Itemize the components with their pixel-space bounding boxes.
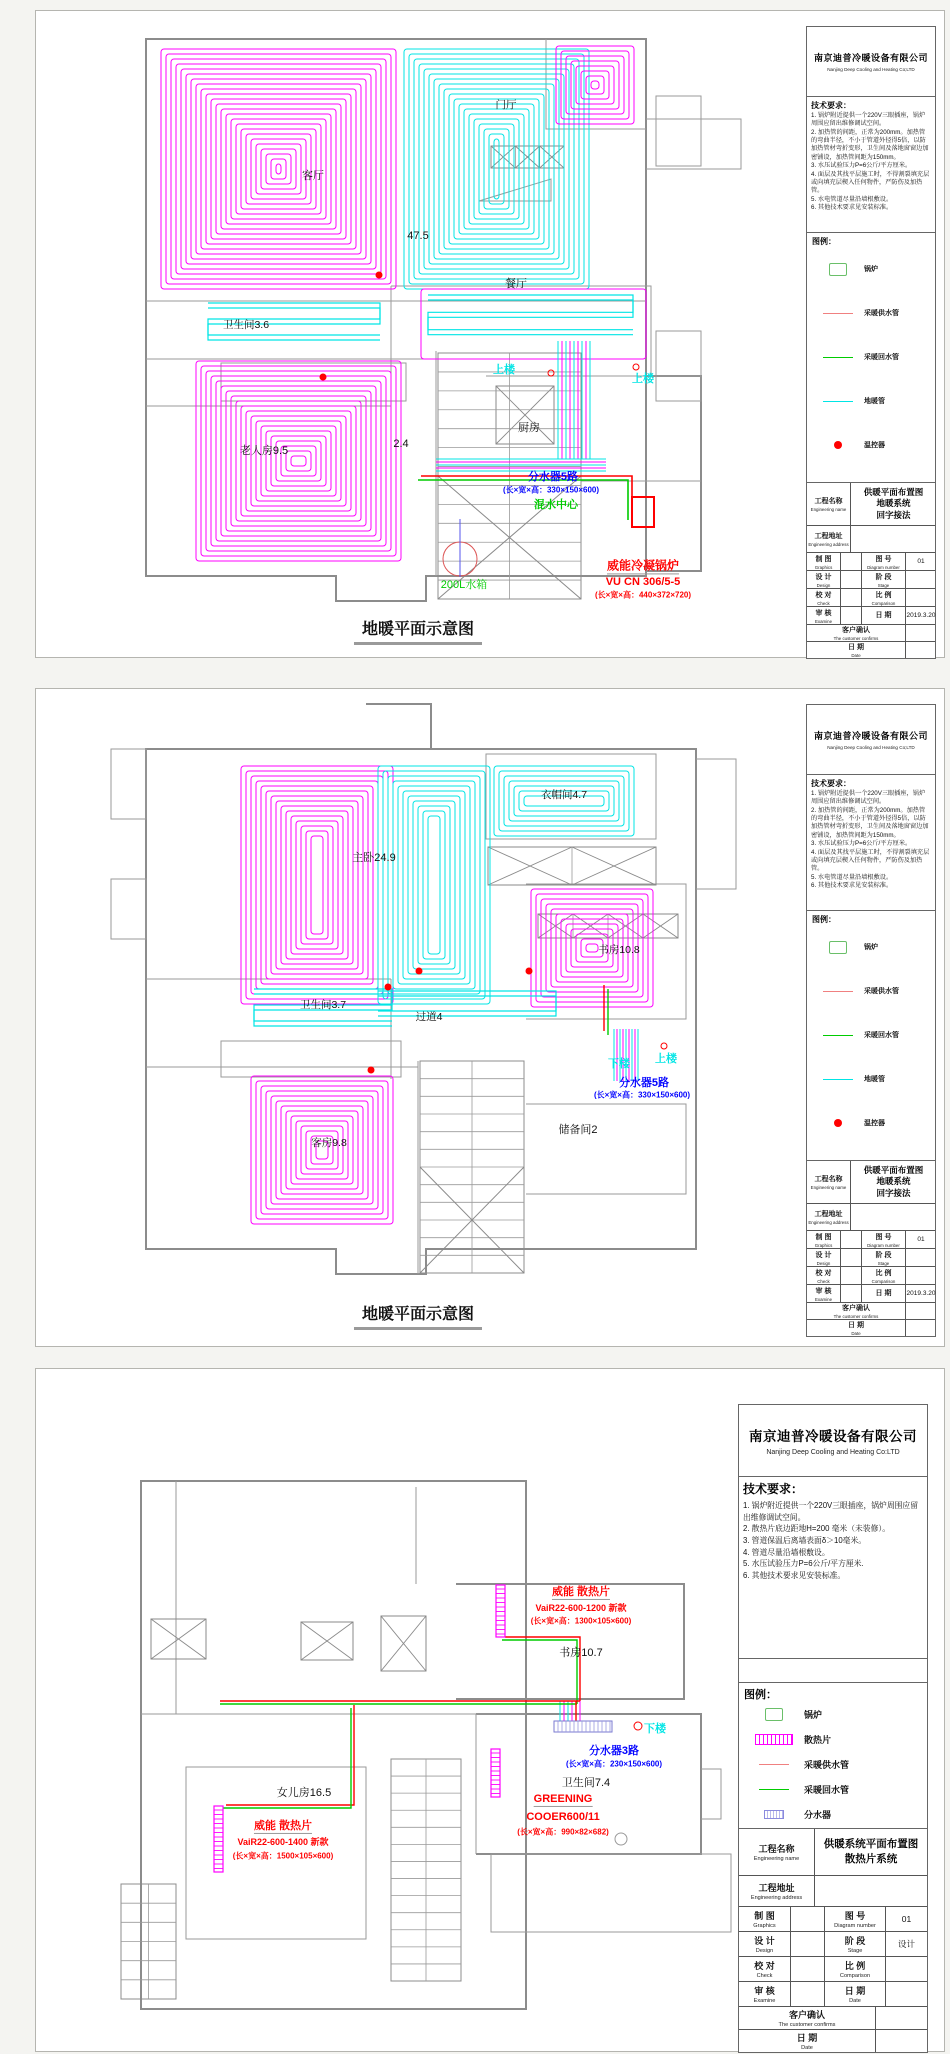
tech-item: 5. 水电管道尽量沿墙根敷设。 — [811, 195, 893, 203]
thermostat-dot — [526, 968, 533, 975]
plan-label-kitchen: 厨房 — [518, 421, 540, 434]
examine-label: 审 核 Examine — [807, 607, 841, 624]
plan-label-rad3_dims: (长×宽×高：990×82×682) — [517, 1827, 609, 1837]
tech-item: 4. 面层及其找平层施工时，不得割裂填充层或向填充层楔入任何物件，严防伤及加热管。 — [811, 170, 930, 195]
company-name-cn: 南京迪普冷暖设备有限公司 — [813, 731, 928, 741]
project-address-label: 工程地址 Engineering address — [807, 526, 851, 552]
customer-confirm-label: 客户确认 The customer confirms — [807, 1303, 906, 1319]
floor-pipe-symbol-icon — [823, 1079, 853, 1080]
floor-pipe-symbol-icon — [823, 401, 853, 402]
plan-label-manifold_dims: (长×宽×高：330×150×600) — [502, 485, 600, 495]
return-pipe-symbol-icon — [823, 357, 853, 358]
title-block — [807, 1161, 935, 1336]
diagram-number-value: 01 — [917, 1236, 925, 1243]
plan-label-boiler_model: VU CN 306/5-5 — [605, 575, 681, 588]
stage-value: 设计 — [897, 1939, 915, 1949]
plan-label-entry: 门厅 — [495, 99, 517, 112]
tech-requirements — [807, 97, 935, 233]
diagram-number-label: 图 号 Diagram number — [862, 1231, 906, 1248]
customer-confirm-label: 客户确认 The customer confirms — [739, 2007, 876, 2029]
plan-label-living: 客厅 — [302, 169, 324, 182]
legend: 图例： 锅炉 采暖供水管 采暖回水管 地暖管 温控器 — [807, 911, 935, 1161]
plan-label-bath: 卫生间3.6 — [222, 319, 270, 332]
date-value: 2019.3.20 — [906, 612, 936, 619]
legend-row-boiler: 锅炉 — [812, 247, 930, 291]
supply-pipe-symbol-icon — [823, 313, 853, 314]
plan-label-study: 书房10.8 — [598, 944, 640, 957]
plan-label-manifold_dims: (长×宽×高：330×150×600) — [593, 1090, 691, 1100]
plan-label-rad1_brand: 威能 散热片 — [552, 1586, 610, 1600]
plan-label-dining: 餐厅 — [505, 277, 527, 290]
company-name-cn: 南京迪普冷暖设备有限公司 — [749, 1429, 917, 1444]
thermostat-symbol-icon — [834, 1119, 842, 1127]
legend — [807, 233, 935, 483]
date-label: 日 期 Date — [825, 1982, 886, 2006]
project-address-label: 工程地址 Engineering address — [807, 1204, 851, 1230]
plan-label-rad3_brand: GREENING — [534, 1793, 593, 1807]
graphics-label: 制 图 Graphics — [807, 1231, 841, 1248]
company-name-en: Nanjing Deep Cooling and Heating Co;LTD — [827, 745, 915, 750]
diagram-number-label: 图 号 Diagram number — [862, 553, 906, 570]
tech-requirements: 技术要求： 1. 锅炉附近提供一个220V三眼插座，锅炉周围应留出维修调试空间。 2. 散热片底边距地H=200 毫米（未装修）。 3. 管道保温后离墙表面δ＞10毫米。 4. 管道尽量沿墙根敷设。 5. 水压试验压力P=6公斤/平方厘米. 6. 其他技术要求见安装标准。 — [739, 1477, 927, 1659]
check-label: 校 对 Check — [807, 1267, 841, 1284]
plan-label-mixing: 混水中心 — [534, 498, 578, 511]
plan-label-tank: 200L水箱 — [440, 578, 488, 591]
legend-row-return: 采暖回水管 — [812, 1013, 930, 1057]
date-label: 日 期 — [862, 607, 906, 624]
legend-row-supply: 采暖供水管 — [812, 291, 930, 335]
legend-row-boiler: 锅炉 — [812, 925, 930, 969]
plan-label-area: 47.5 — [407, 229, 429, 242]
project-address-label: 工程地址 Engineering address — [739, 1876, 815, 1906]
return-pipe-symbol-icon — [823, 1035, 853, 1036]
legend-row-floorpipe: 地暖管 — [812, 1057, 930, 1101]
tech-item: 1. 锅炉附近提供一个220V三眼插座，锅炉周围应留出维修调试空间。 — [811, 112, 926, 128]
plan-label-bath: 卫生间7.4 — [561, 1776, 611, 1789]
tech-item: 2. 加热管的间距，正常为200mm。加热管的弯曲半径，不小于管道外径得5倍，以防加热管材弯折变形，卫生间及落地窗窗边加密铺设，加热管间距为150mm。 — [811, 128, 929, 161]
plan-caption: 地暖平面示意图 — [354, 1301, 482, 1330]
diagram-number-value: 01 — [917, 558, 925, 565]
plan-label-boiler_dims: (长×宽×高：440×372×720) — [594, 590, 692, 600]
plan-label-manifold_dims: (长×宽×高：230×150×600) — [565, 1759, 663, 1769]
plan-label-boiler_name: 威能冷凝锅炉 — [607, 559, 679, 574]
plan-label-rad2_model: VaiR22-600-1400 新款 — [237, 1837, 329, 1848]
design-label: 设 计 Design — [807, 571, 841, 588]
scale-label: 比 例 Comparison — [862, 589, 906, 606]
thermostat-dot — [320, 374, 327, 381]
examine-label: 审 核 Examine — [807, 1285, 841, 1302]
confirm-date-label: 日 期 Date — [739, 2030, 876, 2052]
plan-label-daughter: 女儿房16.5 — [276, 1786, 332, 1799]
project-name-label: 工程名称 Engineering name — [739, 1829, 815, 1875]
company-block — [807, 27, 935, 97]
thermostat-dot — [416, 968, 423, 975]
legend-row-supply: 采暖供水管 — [812, 969, 930, 1013]
return-pipe-symbol-icon — [759, 1789, 789, 1790]
confirm-date-label: 日 期 Date — [807, 1320, 906, 1336]
plan-label-closet: 衣帽间4.7 — [540, 789, 588, 802]
legend-row-supply: 采暖供水管 — [744, 1752, 922, 1777]
plan-label-bath: 卫生间3.7 — [299, 999, 347, 1012]
check-label: 校 对 Check — [807, 589, 841, 606]
title-block — [739, 1829, 927, 2052]
panel-spacer — [739, 1659, 927, 1683]
legend-row-thermostat: 温控器 — [812, 423, 930, 467]
project-name-label: 工程名称 Engineering name — [807, 1161, 851, 1203]
plan-label-down: 下楼 — [608, 1057, 630, 1070]
plan-label-manifold: 分水器5路 — [618, 1076, 670, 1089]
design-label: 设 计 Design — [739, 1932, 791, 1956]
scale-label: 比 例 Comparison — [862, 1267, 906, 1284]
diagram-number-label: 图 号 Diagram number — [825, 1907, 886, 1931]
stage-label: 阶 段 Stage — [862, 571, 906, 588]
graphics-value — [841, 553, 862, 570]
legend-row-thermostat: 温控器 — [812, 1101, 930, 1145]
floor-plan-radiators — [36, 1369, 736, 2049]
radiator-symbol-icon — [755, 1734, 793, 1745]
customer-confirm-label: 客户确认 The customer confirms — [807, 625, 906, 641]
company-block — [739, 1405, 927, 1477]
project-name-value: 供暖系统平面布置图 散热片系统 — [823, 1838, 919, 1865]
date-label: 日 期 — [862, 1285, 906, 1302]
legend-row-return: 采暖回水管 — [744, 1777, 922, 1802]
tech-title: 技术要求： — [811, 101, 851, 110]
check-label: 校 对 Check — [739, 1957, 791, 1981]
plan-label-up2: 上楼 — [632, 372, 654, 385]
legend: 图例： 锅炉 散热片 采暖供水管 采暖回水管 分水器 — [739, 1683, 927, 1829]
sheet-floor-heating-level1 — [35, 10, 945, 658]
plan-label-master: 主卧24.9 — [352, 851, 396, 864]
boiler-symbol-icon — [765, 1708, 783, 1721]
company-name-cn: 南京迪普冷暖设备有限公司 — [813, 53, 928, 63]
supply-pipe-symbol-icon — [759, 1764, 789, 1765]
stage-label: 阶 段 Stage — [862, 1249, 906, 1266]
confirm-date-label: 日 期 Date — [807, 642, 906, 658]
plan-label-corridor: 过道4 — [415, 1011, 443, 1024]
tech-item: 6. 其他技术要求见安装标准。 — [811, 203, 893, 211]
project-address-value — [851, 526, 936, 552]
floor-plan-level1 — [36, 11, 804, 655]
sheet-radiator-system — [35, 1368, 945, 2052]
legend-row-floorpipe: 地暖管 — [812, 379, 930, 423]
legend-row-manifold: 分水器 — [744, 1802, 922, 1827]
design-label: 设 计 Design — [807, 1249, 841, 1266]
legend-row-boiler: 锅炉 — [744, 1702, 922, 1727]
plan-label-up: 上楼 — [655, 1052, 677, 1065]
plan-label-manifold: 分水器5路 — [527, 470, 579, 483]
plan-label-rad3_model: COOER600/11 — [526, 1810, 600, 1823]
manifold-symbol-icon — [764, 1810, 784, 1819]
plan-label-rad2_dims: (长×宽×高：1500×105×600) — [232, 1851, 334, 1861]
info-panel — [806, 26, 936, 659]
plan-label-manifold: 分水器3路 — [588, 1744, 640, 1757]
graphics-label: 制 图 Graphics — [739, 1907, 791, 1931]
boiler-symbol-icon — [829, 263, 847, 276]
supply-pipe-symbol-icon — [823, 991, 853, 992]
plan-label-guest: 客房9.8 — [311, 1137, 347, 1150]
boiler-symbol-icon — [829, 941, 847, 954]
thermostat-symbol-icon — [834, 441, 842, 449]
tech-requirements: 技术要求： 1. 锅炉附近提供一个220V三眼插座，锅炉周围应留出维修调试空间。 2. 加热管的间距，正常为200mm。加热管的弯曲半径，不小于管道外径得5倍，以防加热管材弯折变形，卫生间及落地窗窗边加密铺设，加热管间距为150mm。 3. 水压试验压力P=6公斤/平方厘米。 4. 面层及其找平层施工时，不得割裂填充层或向填充层楔入任何物件，严防伤及加热管。 5. 水电管道尽量沿墙根敷设。 6. 其他技术要求见安装标准。 — [807, 775, 935, 911]
stage-label: 阶 段 Stage — [825, 1932, 886, 1956]
legend-row-radiator: 散热片 — [744, 1727, 922, 1752]
company-name-en: Nanjing Deep Cooling and Heating Co:LTD — [766, 1449, 900, 1456]
scale-label: 比 例 Comparison — [825, 1957, 886, 1981]
plan-caption: 地暖平面示意图 — [354, 616, 482, 645]
plan-label-stairnum: 2.4 — [393, 437, 409, 450]
date-value — [886, 1982, 927, 2006]
plan-label-down: 下楼 — [644, 1722, 666, 1735]
title-block — [807, 483, 935, 658]
diagram-number-value: 01 — [901, 1914, 912, 1924]
thermostat-dot — [385, 984, 392, 991]
sheet-floor-heating-level2 — [35, 688, 945, 1347]
plan-label-study: 书房10.7 — [559, 1646, 603, 1659]
info-panel — [806, 704, 936, 1337]
plan-label-storage: 储备间2 — [558, 1123, 598, 1136]
project-name-value: 供暖平面布置图 地暖系统 回字接法 — [863, 1164, 924, 1198]
company-name-en: Nanjing Deep Cooling and Heating Co;LTD — [827, 67, 915, 72]
plan-label-elder: 老人房9.5 — [239, 444, 289, 457]
plan-label-rad1_dims: (长×宽×高：1300×105×600) — [530, 1616, 632, 1626]
legend-title: 图例： — [812, 237, 836, 246]
plan-label-up1: 上楼 — [493, 363, 515, 376]
plan-label-rad1_model: VaiR22-600-1200 新款 — [535, 1603, 627, 1614]
tech-item: 3. 水压试验压力P=6公斤/平方厘米。 — [811, 162, 912, 170]
thermostat-dot — [376, 272, 383, 279]
legend-row-return: 采暖回水管 — [812, 335, 930, 379]
project-name-label: 工程名称 Engineering name — [807, 483, 851, 525]
info-panel — [738, 1404, 928, 2053]
thermostat-dot — [368, 1067, 375, 1074]
company-block — [807, 705, 935, 775]
graphics-label: 制 图 Graphics — [807, 553, 841, 570]
examine-label: 审 核 Examine — [739, 1982, 791, 2006]
project-name-value: 供暖平面布置图 地暖系统 回字接法 — [863, 486, 924, 520]
plan-label-rad2_brand: 威能 散热片 — [254, 1820, 312, 1834]
date-value: 2019.3.20 — [906, 1290, 936, 1297]
